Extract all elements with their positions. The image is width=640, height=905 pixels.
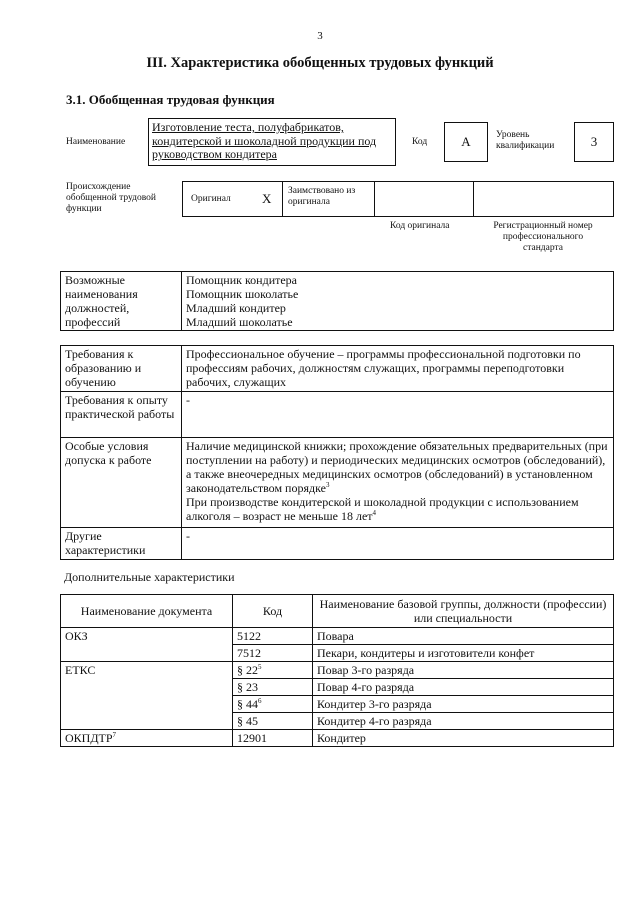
group-cell: Повар 4-го разряда: [313, 679, 614, 696]
table-row: [61, 730, 614, 747]
origin-label: Происхождение обобщенной трудовой функции: [66, 182, 156, 214]
doc-okz: ОКЗ: [61, 628, 233, 662]
footnote-6: 6: [258, 697, 262, 705]
original-mark: Х: [262, 191, 272, 206]
positions-label: Возможные наименования должностей, профессий: [61, 272, 182, 331]
table-row: [61, 662, 614, 679]
header-document: Наименование документа: [61, 595, 233, 628]
requirement-row-education: [61, 346, 614, 392]
code-cell: [233, 662, 313, 679]
special-conditions-label: Особые условия допуска к работе: [61, 438, 182, 528]
origin-divider-2: [374, 181, 375, 217]
experience-value: -: [182, 392, 614, 438]
education-label: Требования к образованию и обучению: [61, 346, 182, 392]
group-cell: Кондитер 4-го разряда: [313, 713, 614, 730]
group-cell: Кондитер: [313, 730, 614, 747]
origin-divider-1: [282, 181, 283, 217]
footnote-3: 3: [325, 481, 330, 489]
borrowed-label: Заимствовано из оригинала: [288, 186, 356, 207]
code-cell: 7512: [233, 645, 313, 662]
position-item: Помощник шоколатье: [186, 287, 299, 301]
subsection-title: 3.1. Обобщенная трудовая функция: [66, 92, 275, 107]
origin-box: [182, 181, 614, 217]
original-label: Оригинал: [191, 194, 231, 204]
code-value: А: [444, 122, 488, 162]
group-cell: Кондитер 3-го разряда: [313, 696, 614, 713]
additional-header-row: [61, 595, 614, 628]
requirement-row-other: [61, 528, 614, 560]
doc-text: ОКПДТР: [65, 731, 113, 745]
experience-label: Требования к опыту практической работы: [61, 392, 182, 438]
footnote-4: 4: [372, 509, 377, 517]
origin-divider-3: [473, 181, 474, 217]
header-code: Код: [233, 595, 313, 628]
group-cell: Пекари, кондитеры и изготовители конфет: [313, 645, 614, 662]
footnote-5: 5: [258, 663, 262, 671]
positions-row: [61, 272, 614, 331]
requirements-table: [60, 345, 614, 560]
level-value: 3: [574, 122, 614, 162]
position-item: Младший кондитер: [186, 301, 286, 315]
requirement-row-experience: [61, 392, 614, 438]
requirement-row-special: [61, 438, 614, 528]
reg-number-label: Регистрационный номер профессионального стандарта: [493, 221, 593, 253]
education-value: Профессиональное обучение – программы профессиональной подготовки по профессиям рабочих, должностям служащих, программы переподготовки рабочих, служащих: [182, 346, 614, 392]
doc-okpdtr: [61, 730, 233, 747]
special-conditions-text-2: При производстве кондитерской и шоколадной продукции с использованием алкоголя – возраст не меньше 18 лет: [186, 495, 579, 523]
code-original-label: Код оригинала: [390, 221, 450, 231]
positions-list: [182, 272, 614, 331]
code-cell: 5122: [233, 628, 313, 645]
code-cell: 12901: [233, 730, 313, 747]
code-cell: § 45: [233, 713, 313, 730]
function-name-value: Изготовление теста, полуфабрикатов, кондитерской и шоколадной продукции под руководством кондитера: [152, 120, 377, 161]
position-item: Помощник кондитера: [186, 273, 298, 287]
code-label: Код: [412, 137, 428, 147]
special-conditions-value: [182, 438, 614, 528]
position-item: Младший шоколатье: [186, 315, 293, 329]
group-cell: Повара: [313, 628, 614, 645]
code-text: § 44: [237, 697, 258, 711]
code-text: § 22: [237, 663, 258, 677]
footnote-7: 7: [112, 731, 117, 739]
additional-table: [60, 594, 614, 747]
header-group-name: Наименование базовой группы, должности (профессии) или специальности: [313, 595, 614, 628]
level-label: Уровень квалификации: [496, 130, 555, 151]
table-row: [61, 628, 614, 645]
other-value: -: [182, 528, 614, 560]
section-title: III. Характеристика обобщенных трудовых функций: [146, 55, 494, 71]
group-cell: Повар 3-го разряда: [313, 662, 614, 679]
special-conditions-text-1: Наличие медицинской книжки; прохождение обязательных предварительных (при поступлении на работу) и периодических медицинских осмотров (обследований), а также внеочередных медицинских осмотров (обследований) в установленном законодательством порядке: [186, 439, 608, 495]
additional-title: Дополнительные характеристики: [64, 570, 235, 584]
code-cell: § 23: [233, 679, 313, 696]
doc-etks: ЕТКС: [61, 662, 233, 730]
positions-table: [60, 271, 614, 331]
name-label: Наименование: [66, 137, 126, 147]
other-label: Другие характеристики: [61, 528, 182, 560]
code-cell: [233, 696, 313, 713]
page-number: 3: [317, 30, 323, 42]
function-name-box: [148, 118, 396, 166]
